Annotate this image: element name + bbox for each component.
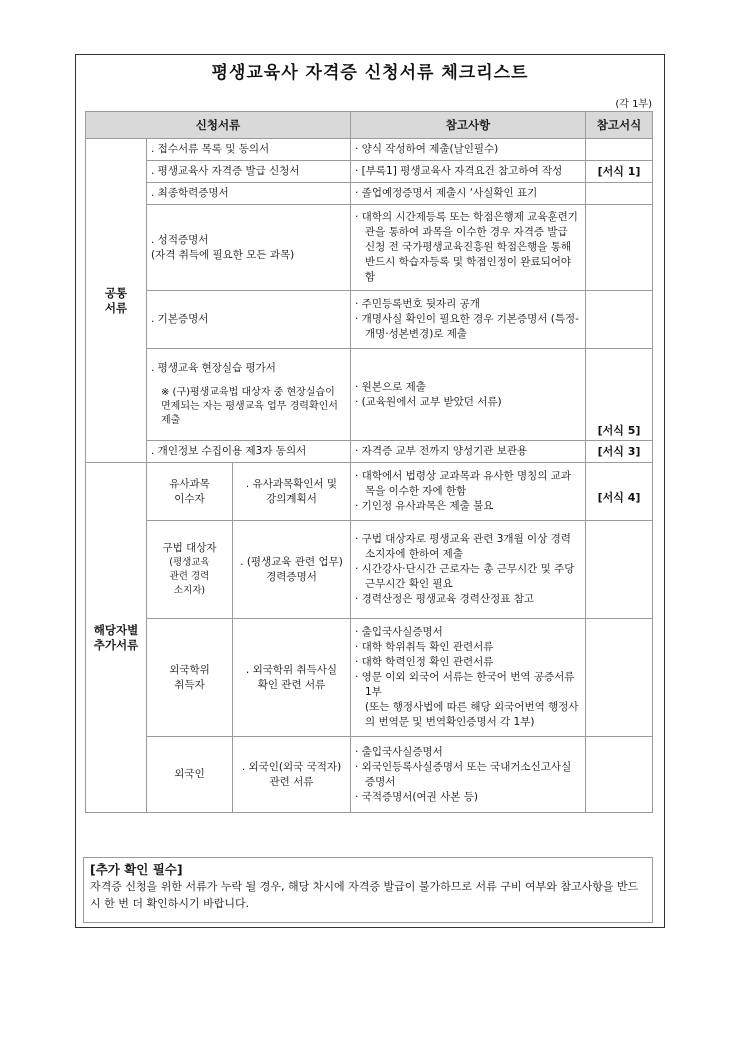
- note-item: · 국적증명서(여권 사본 등): [355, 790, 478, 803]
- form-reference: [서식 4]: [586, 463, 653, 521]
- table-row: [86, 463, 653, 521]
- note-item: · 시간강사·단시간 근로자는 총 근무시간 및 주당 근무시간 확인 필요: [355, 563, 575, 590]
- reference-notes: [355, 745, 581, 805]
- table-row: [86, 205, 653, 291]
- document-name: [147, 161, 351, 183]
- reference-cell: [351, 291, 586, 349]
- header-docs: 신청서류: [86, 112, 351, 139]
- note-item: · 양식 작성하여 제출(날인필수): [355, 143, 499, 155]
- reference-notes: [355, 186, 581, 201]
- table-row: [86, 441, 653, 463]
- applicant-type: [147, 737, 233, 813]
- document-name: [147, 349, 351, 441]
- checklist-table: [85, 111, 653, 813]
- note-item: · 개명사실 확인이 필요한 경우 기본증명서 (특정-개명·성본변경)로 제출: [355, 313, 579, 340]
- document-title: . 외국인(외국 국적자) 관련 서류: [241, 760, 342, 788]
- category-additional: 해당자별 추가서류: [86, 463, 147, 813]
- form-reference: [586, 291, 653, 349]
- note-item: · 자격증 교부 전까지 양성기관 보관용: [355, 445, 528, 457]
- reference-cell: [351, 349, 586, 441]
- document-title: . 개인정보 수집이용 제3자 동의서: [151, 445, 307, 457]
- document-title: . 외국학위 취득사실 확인 관련 서류: [245, 663, 338, 691]
- document-name: [147, 205, 351, 291]
- notice-title: [추가 확인 필수]: [90, 862, 183, 877]
- header-forms: 참고서식: [586, 112, 653, 139]
- document-footnote: ※ (구)평생교육법 대상자 중 현장실습이 면제되는 자는 평생교육 업무 경력확인서 제출: [161, 387, 338, 426]
- document-title: . 유사과목확인서 및 강의계획서: [245, 477, 338, 505]
- table-row: [86, 291, 653, 349]
- applicant-label: 유사과목 이수자: [169, 477, 210, 505]
- table-row: [86, 349, 653, 441]
- note-item: · 기인정 유사과목은 제출 불요: [355, 500, 494, 512]
- note-item: · 영문 이외 외국어 서류는 한국어 번역 공증서류 1부: [355, 671, 575, 698]
- document-title: . 접수서류 목록 및 동의서: [151, 143, 270, 155]
- applicant-label: 구법 대상자: [162, 542, 217, 554]
- document-name: [147, 291, 351, 349]
- form-reference: [586, 619, 653, 737]
- document-title: . 성적증명서: [151, 233, 209, 246]
- document-name: [233, 737, 351, 813]
- table-row: [86, 139, 653, 161]
- note-item: · 대학에서 법령상 교과목과 유사한 명칭의 교과목을 이수한 자에 한함: [355, 470, 572, 497]
- note-item: · (교육원에서 교부 받았던 서류): [355, 395, 502, 408]
- document-name: [147, 139, 351, 161]
- note-item: · 대학 학위취득 확인 관련서류: [355, 641, 494, 653]
- form-reference: [586, 183, 653, 205]
- reference-notes: [355, 142, 581, 157]
- note-item: · 구법 대상자로 평생교육 관련 3개월 이상 경력소지자에 한하여 제출: [355, 533, 571, 560]
- note-item: · 주민등록번호 뒷자리 공개: [355, 298, 480, 310]
- reference-notes: [355, 625, 581, 730]
- document-detail: (자격 취득에 필요한 모든 과목): [151, 248, 295, 261]
- note-item: · 졸업예정증명서 제출시 ‘사실확인 표기: [355, 187, 538, 199]
- reference-cell: [351, 441, 586, 463]
- table-row: [86, 183, 653, 205]
- applicant-label: 외국인: [174, 768, 205, 780]
- reference-notes: [355, 210, 581, 285]
- document-name: [147, 441, 351, 463]
- document-name: [233, 521, 351, 619]
- note-item: · 경력산정은 평생교육 경력산정표 참고: [355, 593, 534, 605]
- note-item: · 출입국사실증명서: [355, 745, 443, 758]
- applicant-type: [147, 619, 233, 737]
- notice-text: 자격증 신청을 위한 서류가 누락 될 경우, 해당 차시에 자격증 발급이 불가하므로 서류 구비 여부와 참고사항을 반드시 한 번 더 확인하시기 바랍니다.: [90, 880, 639, 910]
- reference-cell: [351, 139, 586, 161]
- page-title: 평생교육사 자격증 신청서류 체크리스트: [211, 63, 529, 83]
- form-reference: [586, 139, 653, 161]
- applicant-detail: (평생교육 관련 경력 소지자): [169, 557, 210, 596]
- form-reference: [586, 205, 653, 291]
- table-row: [86, 737, 653, 813]
- document-name: [147, 183, 351, 205]
- table-header-row: [86, 112, 653, 139]
- form-reference: [586, 521, 653, 619]
- reference-notes: [355, 297, 581, 342]
- table-row: [86, 619, 653, 737]
- reference-cell: [351, 737, 586, 813]
- reference-cell: [351, 619, 586, 737]
- document-title: . (평생교육 관련 업무) 경력증명서: [240, 555, 343, 583]
- form-reference: [586, 737, 653, 813]
- document-name: [233, 619, 351, 737]
- copies-note: (각 1부): [615, 99, 652, 110]
- table-row: [86, 161, 653, 183]
- reference-cell: [351, 463, 586, 521]
- form-reference: [서식 1]: [586, 161, 653, 183]
- note-item: (또는 행정사법에 따른 해당 외국어번역 행정사의 번역문 및 번역확인증명서 각 1부): [365, 701, 579, 728]
- document-title: . 최종학력증명서: [151, 187, 229, 199]
- note-item: · 대학 학력인정 확인 관련서류: [355, 656, 494, 668]
- note-item: · [부록1] 평생교육사 자격요건 참고하여 작성: [355, 165, 563, 177]
- reference-cell: [351, 521, 586, 619]
- document-title: . 평생교육사 자격증 발급 신청서: [151, 165, 300, 177]
- table-row: [86, 521, 653, 619]
- document-name: [233, 463, 351, 521]
- note-item: · 원본으로 제출: [355, 380, 426, 393]
- document-title: . 평생교육 현장실습 평가서: [151, 362, 276, 374]
- reference-notes: [355, 380, 581, 410]
- reference-notes: [355, 444, 581, 459]
- reference-cell: [351, 161, 586, 183]
- note-item: · 외국인등록사실증명서 또는 국내거소신고사실증명서: [355, 760, 572, 788]
- reference-cell: [351, 183, 586, 205]
- applicant-type: [147, 463, 233, 521]
- reference-notes: [355, 532, 581, 607]
- reference-notes: [355, 469, 581, 514]
- applicant-type: [147, 521, 233, 619]
- note-item: · 대학의 시간제등록 또는 학점은행제 교육훈련기관을 통하여 과목을 이수한 경우 자격증 발급 신청 전 국가평생교육진흥원 학점은행을 통해 반드시 학습자등록 및 학점인정이 완료되어야 함: [355, 211, 578, 283]
- header-notes: 참고사항: [351, 112, 586, 139]
- form-reference: [서식 3]: [586, 441, 653, 463]
- notice-box: [83, 857, 653, 923]
- applicant-label: 외국학위 취득자: [169, 663, 210, 691]
- document-title: . 기본증명서: [151, 313, 209, 325]
- reference-cell: [351, 205, 586, 291]
- note-item: · 출입국사실증명서: [355, 626, 443, 638]
- category-common: 공통 서류: [86, 139, 147, 463]
- reference-notes: [355, 164, 581, 179]
- form-reference: [서식 5]: [586, 349, 653, 441]
